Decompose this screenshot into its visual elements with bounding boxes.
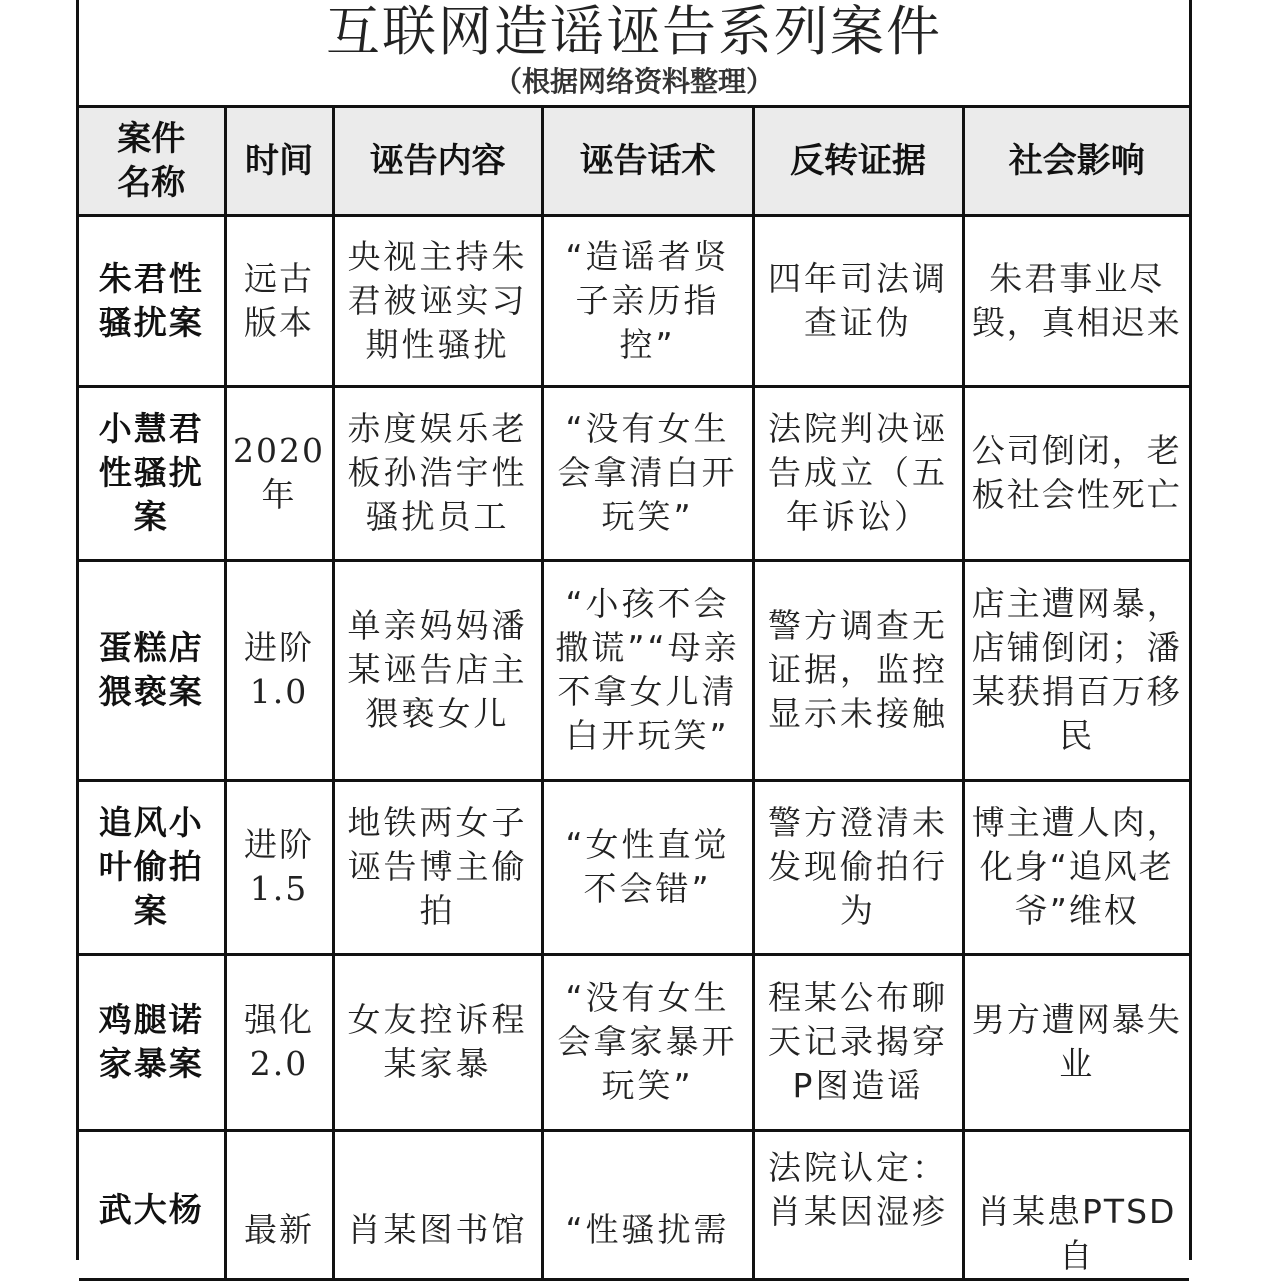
case-evidence-cell: 警方澄清未发现偷拍行为	[753, 780, 963, 954]
cases-table	[79, 108, 1189, 1281]
case-content-cell: 地铁两女子诬告博主偷拍	[333, 780, 542, 954]
case-name-cell: 小慧君性骚扰案	[79, 386, 225, 560]
table-header-row	[79, 108, 1189, 215]
case-rhetoric-cell: “小孩不会撒谎”“母亲不拿女儿清白开玩笑”	[542, 560, 753, 780]
case-evidence-cell: 四年司法调查证伪	[753, 215, 963, 386]
case-impact-cell: 公司倒闭，老板社会性死亡	[963, 386, 1189, 560]
case-impact-cell: 朱君事业尽毁，真相迟来	[963, 215, 1189, 386]
header-evidence: 反转证据	[753, 108, 963, 215]
case-rhetoric-cell: “造谣者贤子亲历指控”	[542, 215, 753, 386]
case-name-cell: 追风小叶偷拍案	[79, 780, 225, 954]
case-rhetoric-cell: “女性直觉不会错”	[542, 780, 753, 954]
case-content-cell: 单亲妈妈潘某诬告店主猥亵女儿	[333, 560, 542, 780]
case-time-cell: 2020年	[225, 386, 333, 560]
table-row	[79, 1130, 1189, 1279]
header-rhetoric: 诬告话术	[542, 108, 753, 215]
case-impact-cell: 男方遭网暴失业	[963, 954, 1189, 1130]
case-evidence-cell: 警方调查无证据，监控显示未接触	[753, 560, 963, 780]
case-content-cell: 肖某图书馆	[333, 1130, 542, 1279]
case-evidence-cell: 程某公布聊天记录揭穿P图造谣	[753, 954, 963, 1130]
case-impact-cell: 博主遭人肉，化身“追风老爷”维权	[963, 780, 1189, 954]
case-evidence-cell: 法院判决诬告成立（五年诉讼）	[753, 386, 963, 560]
case-name-cell: 朱君性骚扰案	[79, 215, 225, 386]
header-time: 时间	[225, 108, 333, 215]
case-rhetoric-cell: “性骚扰需	[542, 1130, 753, 1279]
case-time-cell: 最新	[225, 1130, 333, 1279]
table-row	[79, 780, 1189, 954]
case-rhetoric-cell: “没有女生会拿清白开玩笑”	[542, 386, 753, 560]
case-time-cell: 进阶1.5	[225, 780, 333, 954]
case-impact-cell: 店主遭网暴，店铺倒闭；潘某获捐百万移民	[963, 560, 1189, 780]
case-impact-cell: 肖某患PTSD自	[963, 1130, 1189, 1279]
header-case-name: 案件名称	[79, 108, 225, 215]
case-name-cell: 武大杨	[79, 1130, 225, 1279]
case-time-cell: 强化2.0	[225, 954, 333, 1130]
case-content-cell: 女友控诉程某家暴	[333, 954, 542, 1130]
header-content: 诬告内容	[333, 108, 542, 215]
document-sheet	[76, 0, 1192, 1275]
document-subtitle: （根据网络资料整理）	[493, 65, 774, 98]
case-name-cell: 蛋糕店猥亵案	[79, 560, 225, 780]
table-row	[79, 954, 1189, 1130]
case-name-cell: 鸡腿诺家暴案	[79, 954, 225, 1130]
document-title: 互联网造谣诬告系列案件	[326, 0, 942, 63]
case-time-cell: 进阶1.0	[225, 560, 333, 780]
header-impact: 社会影响	[963, 108, 1189, 215]
case-content-cell: 赤度娱乐老板孙浩宇性骚扰员工	[333, 386, 542, 560]
table-row	[79, 215, 1189, 386]
case-content-cell: 央视主持朱君被诬实习期性骚扰	[333, 215, 542, 386]
table-row	[79, 560, 1189, 780]
table-row	[79, 386, 1189, 560]
case-evidence-cell: 法院认定：肖某因湿疹	[753, 1130, 963, 1279]
case-time-cell: 远古版本	[225, 215, 333, 386]
case-rhetoric-cell: “没有女生会拿家暴开玩笑”	[542, 954, 753, 1130]
title-box	[79, 0, 1189, 108]
